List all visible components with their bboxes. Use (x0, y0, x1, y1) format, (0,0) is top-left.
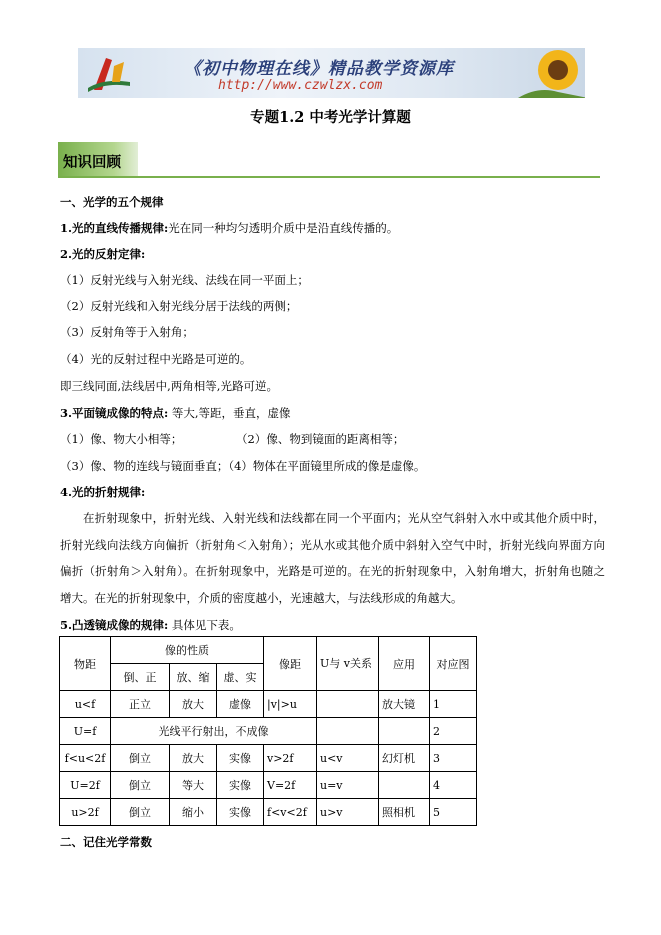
section1-heading: 一、光学的五个规律 (60, 195, 164, 209)
law3-item: （2）像、物到镜面的距离相等； (236, 432, 405, 446)
table-cell: u>v (317, 799, 379, 826)
table-cell: 正立 (111, 691, 170, 718)
law5 (60, 617, 241, 633)
table-cell: u<v (317, 745, 379, 772)
table-cell: 等大 (170, 772, 217, 799)
table-cell (317, 691, 379, 718)
table-row (60, 745, 477, 772)
table-cell: u>2f (60, 799, 111, 826)
law5-text: 具体见下表。 (168, 618, 241, 632)
table-cell: f<u<2f (60, 745, 111, 772)
law2-item: （3）反射角等于入射角； (60, 325, 194, 339)
logo-icon (84, 52, 134, 94)
law2-head: 2.光的反射定律: (60, 247, 146, 261)
table-cell: 2 (430, 718, 477, 745)
table-cell: |v|>u (264, 691, 317, 718)
page-title: 专题1.2 中考光学计算题 (250, 109, 411, 126)
table-row (60, 799, 477, 826)
table-cell: u=v (317, 772, 379, 799)
law3-item: （1）像、物大小相等； (60, 432, 183, 446)
table-cell: v>2f (264, 745, 317, 772)
table-cell: 放大镜 (379, 691, 430, 718)
law3-text: 等大,等距，垂直，虚像 (168, 406, 291, 420)
table-cell: 倒立 (111, 799, 170, 826)
header-cell: 对应图 (430, 637, 477, 691)
law2-summary: 即三线同面,法线居中,两角相等,光路可逆。 (60, 379, 278, 393)
table-cell: f<v<2f (264, 799, 317, 826)
table-cell: 照相机 (379, 799, 430, 826)
header-cell: U与 v关系 (317, 637, 379, 691)
law2-item: （2）反射光线和入射光线分居于法线的两侧； (60, 299, 298, 313)
table-row (60, 718, 477, 745)
header-cell: 物距 (60, 637, 111, 691)
law5-head: 5.凸透镜成像的规律: (60, 618, 169, 632)
table-cell: 虚像 (217, 691, 264, 718)
header-cell: 放、缩 (170, 664, 217, 691)
table-cell (317, 718, 379, 745)
section-tag-label: 知识回顾 (63, 155, 121, 171)
law3 (60, 405, 291, 421)
banner-url: http://www.czwlzx.com (218, 78, 383, 93)
table-cell: U=2f (60, 772, 111, 799)
law3-item: （3）像、物的连线与镜面垂直；（4）物体在平面镜里所成的像是虚像。 (60, 459, 426, 473)
table-cell: 放大 (170, 745, 217, 772)
section-tag (58, 142, 138, 176)
table-row (60, 691, 477, 718)
table-cell: 1 (430, 691, 477, 718)
law4-text: 在折射现象中，折射光线、入射光线和法线都在同一个平面内；光从空气斜射入水中或其他介质中时，折射光线向法线方向偏折（折射角＜入射角）；光从水或其他介质中斜射入空气中时，折射光线向界面方向偏折（折射角＞入射角）。在折射现象中，光路是可逆的。在光的折射现象中，入射角增大，折射角也随之增大。在光的折射现象中，介质的密度越小，光速越大，与法线形成的角越大。 (60, 511, 605, 605)
table-cell: 倒立 (111, 745, 170, 772)
header-cell: 像的性质 (111, 637, 264, 664)
law1 (60, 220, 398, 236)
law1-head: 1.光的直线传播规律: (60, 221, 169, 235)
table-cell: 放大 (170, 691, 217, 718)
header-cell: 像距 (264, 637, 317, 691)
header-cell: 倒、正 (111, 664, 170, 691)
table-row (60, 772, 477, 799)
header-cell: 虚、实 (217, 664, 264, 691)
section2-heading: 二、记住光学常数 (60, 835, 152, 849)
table-cell: 光线平行射出，不成像 (111, 718, 317, 745)
header-banner (78, 48, 585, 98)
table-cell: 实像 (217, 799, 264, 826)
section-divider (58, 176, 600, 178)
law1-text: 光在同一种均匀透明介质中是沿直线传播的。 (168, 221, 399, 235)
law3-head: 3.平面镜成像的特点: (60, 406, 169, 420)
table-cell: 5 (430, 799, 477, 826)
table-cell (379, 718, 430, 745)
table-cell: 实像 (217, 772, 264, 799)
table-cell: V=2f (264, 772, 317, 799)
banner-title: 《初中物理在线》精品教学资源库 (184, 59, 454, 79)
law4-head: 4.光的折射规律: (60, 485, 146, 499)
table-header-row (60, 637, 477, 664)
table-cell: 倒立 (111, 772, 170, 799)
law2-item: （1）反射光线与入射光线、法线在同一平面上； (60, 273, 309, 287)
table-cell: 幻灯机 (379, 745, 430, 772)
lens-table (59, 636, 477, 826)
law2-item: （4）光的反射过程中光路是可逆的。 (60, 352, 252, 366)
header-cell: 应用 (379, 637, 430, 691)
table-cell: 缩小 (170, 799, 217, 826)
sunflower-icon (518, 48, 585, 98)
table-cell: 4 (430, 772, 477, 799)
table-cell: 实像 (217, 745, 264, 772)
table-cell: U=f (60, 718, 111, 745)
table-cell: 3 (430, 745, 477, 772)
table-cell: u<f (60, 691, 111, 718)
table-cell (379, 772, 430, 799)
